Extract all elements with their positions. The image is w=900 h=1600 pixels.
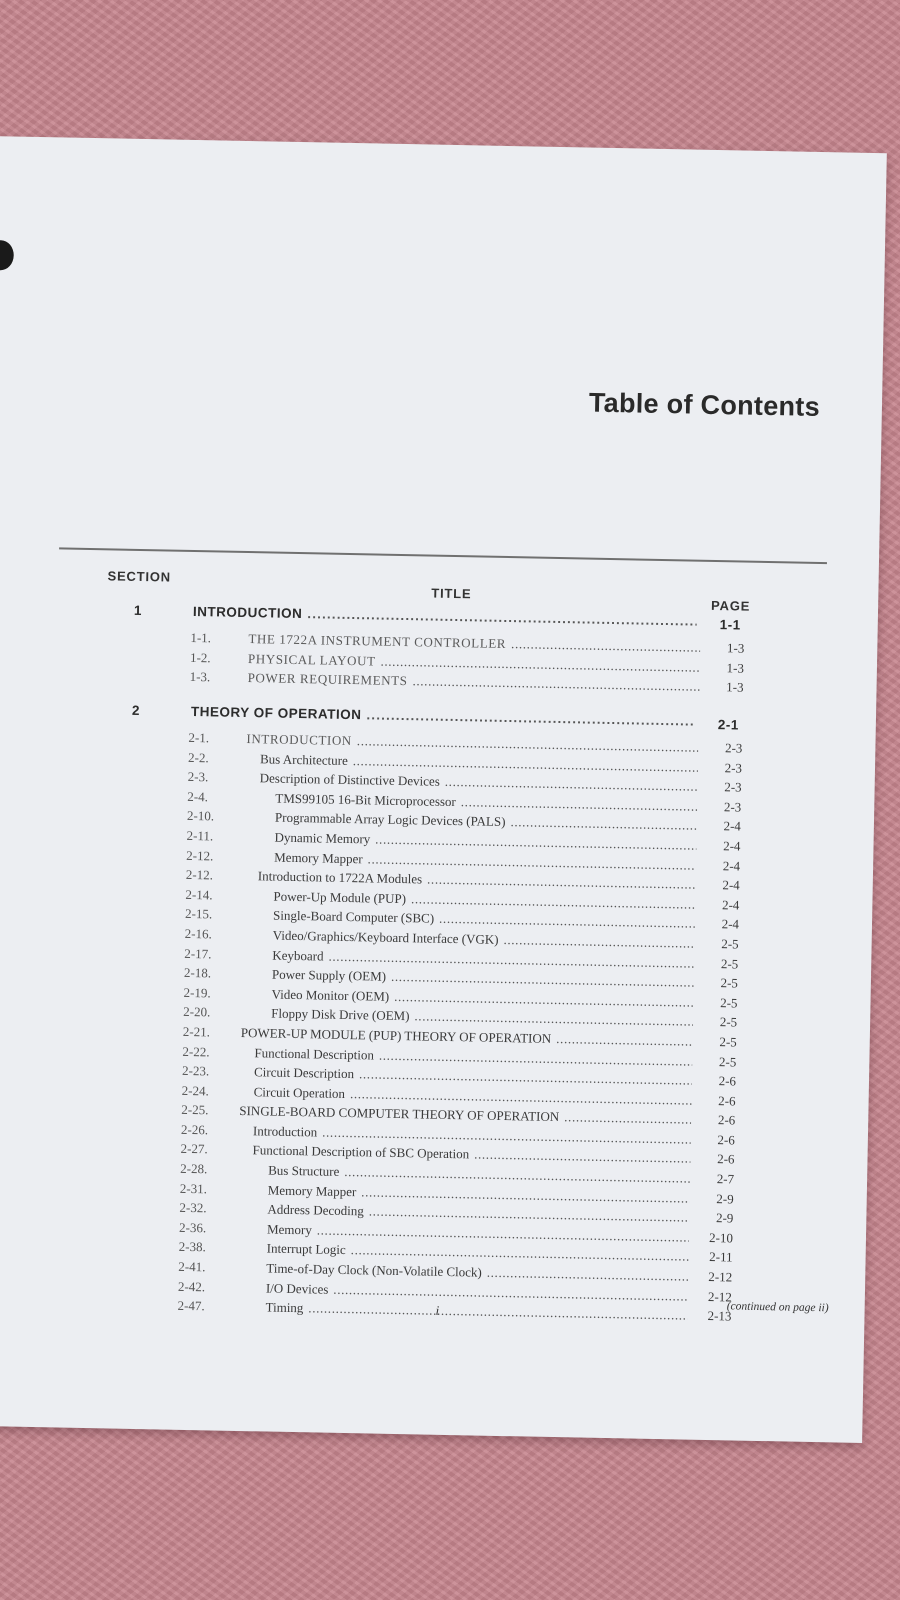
entry-title: Bus Architecture — [259, 750, 348, 768]
entry-number: 2-47. — [177, 1298, 205, 1314]
entry-title: PHYSICAL LAYOUT — [247, 650, 376, 669]
entry-page: 2-5 — [721, 936, 739, 952]
entry-page: 2-4 — [723, 818, 742, 834]
entry-page: 2-5 — [719, 1034, 737, 1050]
entry-number: 2-28. — [180, 1160, 208, 1177]
entry-page: 2-4 — [722, 857, 741, 874]
entry-title: Time-of-Day Clock (Non-Volatile Clock) — [266, 1260, 482, 1280]
entry-page: 2-12 — [707, 1288, 733, 1305]
entry-number: 2-11. — [186, 827, 214, 844]
entry-number: 2-2. — [187, 749, 209, 765]
entry-number: 2-19. — [183, 984, 211, 1001]
entry-page: 2-4 — [723, 838, 741, 854]
entry-number: 1-2. — [189, 649, 211, 665]
entry-number: 2-1. — [188, 729, 210, 746]
entry-number: 2-31. — [179, 1180, 208, 1197]
entry-title: SINGLE-BOARD COMPUTER THEORY OF OPERATION — [239, 1103, 560, 1125]
entry-number: 2-42. — [177, 1278, 206, 1294]
entry-title: POWER-UP MODULE (PUP) THEORY OF OPERATION — [240, 1024, 552, 1046]
entry-title: Bus Structure — [268, 1162, 340, 1179]
binder-hole — [0, 240, 14, 270]
entry-page: 2-6 — [717, 1132, 736, 1148]
entry-title: THE 1722A INSTRUMENT CONTROLLER — [248, 631, 507, 652]
entry-title: TMS99105 16-Bit Microprocessor — [275, 790, 457, 809]
dot-leader — [307, 606, 697, 628]
section-column-header: SECTION — [107, 568, 172, 585]
entry-number: 2-38. — [178, 1239, 206, 1255]
entry-page: 2-3 — [724, 740, 743, 756]
entry-page: 1-3 — [726, 640, 745, 656]
entry-title: Description of Distinctive Devices — [259, 770, 440, 789]
entry-title: Introduction to 1722A Modules — [257, 868, 423, 887]
entry-title: Video/Graphics/Keyboard Interface (VGK) — [272, 927, 499, 947]
entry-number: 2-21. — [182, 1023, 211, 1040]
entry-title: POWER REQUIREMENTS — [247, 670, 408, 689]
dot-leader — [556, 1029, 693, 1051]
entry-number: 2-41. — [178, 1258, 206, 1275]
entry-number: 2-12. — [185, 867, 214, 883]
section-number: 1 — [133, 602, 143, 619]
entry-number: 2-25. — [181, 1102, 209, 1118]
entry-title: Memory — [266, 1221, 312, 1238]
entry-number: 2-15. — [184, 906, 213, 922]
entry-page: 2-10 — [709, 1229, 734, 1246]
entry-title: Functional Description of SBC Operation — [252, 1142, 470, 1162]
entry-page: 2-6 — [718, 1073, 737, 1089]
entry-page: 2-5 — [720, 955, 739, 972]
entry-page: 2-5 — [720, 975, 739, 991]
entry-number: 2-20. — [183, 1004, 211, 1020]
entry-page: 1-3 — [726, 659, 745, 676]
entry-title: I/O Devices — [265, 1280, 329, 1297]
entry-number: 1-3. — [189, 669, 211, 685]
entry-title: Video Monitor (OEM) — [271, 986, 390, 1004]
entry-page: 2-3 — [724, 779, 742, 795]
entry-title: Power Supply (OEM) — [271, 966, 387, 984]
entry-title: Single-Board Computer (SBC) — [272, 907, 435, 927]
entry-page: 2-5 — [720, 994, 738, 1011]
entry-number: 2-36. — [178, 1219, 207, 1236]
entry-number: 2-23. — [181, 1062, 210, 1079]
entry-number: 2-3. — [187, 769, 209, 785]
entry-page: 2-13 — [707, 1308, 732, 1324]
entry-number: 2-32. — [179, 1200, 207, 1216]
entry-title: Interrupt Logic — [266, 1240, 346, 1258]
entry-title: Timing — [265, 1299, 304, 1316]
entry-number: 2-12. — [186, 847, 214, 863]
entry-title: Dynamic Memory — [274, 829, 371, 847]
entry-title: Memory Mapper — [267, 1182, 357, 1199]
entry-title: Circuit Operation — [253, 1083, 346, 1101]
document-page — [0, 136, 887, 1443]
entry-page: 1-3 — [726, 679, 744, 695]
entry-title: Address Decoding — [267, 1201, 364, 1219]
entry-title: Memory Mapper — [274, 849, 363, 866]
entry-number: 2-22. — [182, 1043, 210, 1059]
entry-number: 2-27. — [180, 1141, 208, 1157]
entry-title: Floppy Disk Drive (OEM) — [271, 1005, 410, 1024]
entry-title: Power-Up Module (PUP) — [273, 888, 407, 906]
section-title: INTRODUCTION — [192, 603, 303, 622]
entry-page: 2-12 — [708, 1269, 733, 1285]
entry-page: 2-9 — [716, 1190, 734, 1207]
dot-leader — [412, 671, 699, 696]
entry-page: 2-4 — [722, 877, 740, 893]
title-column-header: TITLE — [431, 585, 472, 602]
entry-title: Functional Description — [254, 1044, 375, 1063]
entry-title: Keyboard — [272, 947, 324, 964]
entry-page: 2-6 — [717, 1151, 735, 1167]
section-2-entries — [177, 728, 742, 1326]
continued-note: (continued on page ii) — [726, 1300, 829, 1315]
entry-page: 2-5 — [718, 1053, 737, 1069]
entry-page: 2-11 — [709, 1249, 733, 1265]
entry-number: 2-26. — [180, 1121, 209, 1138]
entry-title: INTRODUCTION — [246, 731, 353, 749]
entry-title: Introduction — [252, 1123, 318, 1140]
entry-title: Circuit Description — [253, 1064, 355, 1082]
section-page: 1-1 — [719, 617, 741, 633]
title-divider — [59, 547, 827, 564]
dot-leader — [564, 1107, 691, 1129]
entry-page: 2-5 — [719, 1014, 738, 1030]
entry-number: 2-24. — [181, 1082, 209, 1099]
entry-number: 2-18. — [183, 965, 212, 981]
entry-number: 2-16. — [184, 925, 212, 942]
section-page: 2-1 — [717, 717, 739, 733]
entry-page: 2-9 — [715, 1210, 734, 1226]
section-1-entries — [189, 628, 744, 697]
entry-page: 2-4 — [721, 916, 740, 932]
entry-number: 2-17. — [184, 945, 212, 961]
dot-leader — [366, 707, 695, 728]
page-column-header: PAGE — [710, 597, 751, 614]
entry-page: 2-6 — [717, 1112, 736, 1128]
entry-title: Programmable Array Logic Devices (PALS) — [274, 809, 506, 830]
entry-number: 2-14. — [185, 886, 213, 903]
entry-number: 1-1. — [190, 629, 212, 646]
page-number: i — [435, 1302, 440, 1318]
page-title: Table of Contents — [588, 387, 821, 422]
entry-page: 2-3 — [724, 759, 743, 776]
entry-page: 2-7 — [716, 1171, 735, 1187]
entry-number: 2-4. — [187, 788, 209, 805]
section-number: 2 — [131, 702, 141, 718]
entry-page: 2-4 — [721, 896, 740, 913]
section-title: THEORY OF OPERATION — [190, 703, 362, 723]
entry-page: 2-6 — [718, 1092, 736, 1109]
entry-number: 2-10. — [186, 808, 215, 824]
entry-page: 2-3 — [723, 798, 742, 815]
